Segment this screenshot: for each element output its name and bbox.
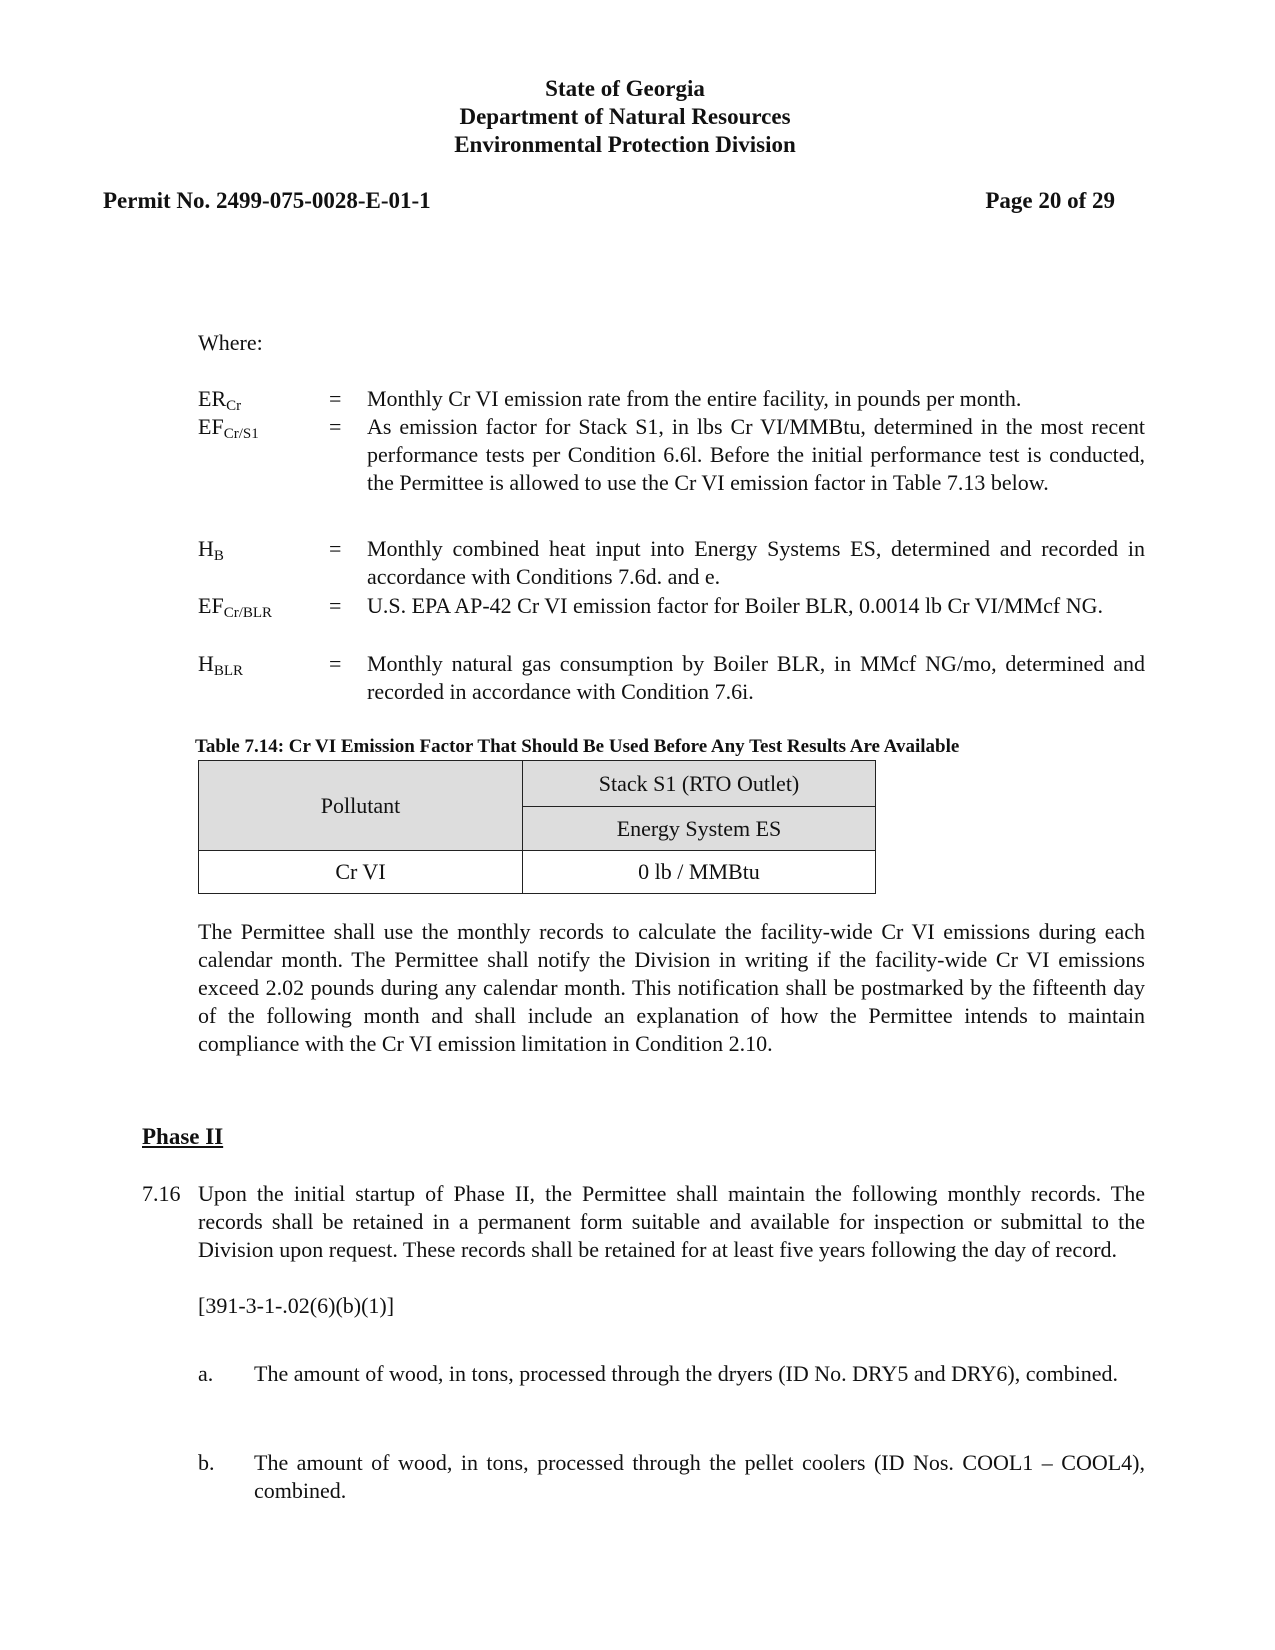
table-cell-pollutant: Cr VI [199, 851, 523, 894]
agency-division: Environmental Protection Division [454, 132, 796, 157]
variable-definition: U.S. EPA AP-42 Cr VI emission factor for Boiler BLR, 0.0014 lb Cr VI/MMcf NG. [367, 593, 1103, 618]
variable-definition: Monthly Cr VI emission rate from the entire facility, in pounds per month. [367, 386, 1022, 411]
variable-definition: Monthly natural gas consumption by Boiler BLR, in MMcf NG/mo, determined and recorded in accordance with Condition 7.6i. [367, 651, 1145, 704]
equals-sign: = [329, 414, 342, 439]
variable-name [198, 592, 272, 620]
permit-number: Permit No. 2499-075-0028-E-01-1 [103, 188, 431, 213]
list-item-letter: b. [198, 1450, 215, 1475]
emission-factor-table [198, 760, 876, 894]
variable-base: EF [198, 593, 224, 618]
variable-subscript: Cr/S1 [223, 426, 259, 442]
table-header-stack: Stack S1 (RTO Outlet) [523, 761, 876, 807]
variable-base: EF [198, 414, 224, 439]
variable-base: ER [198, 386, 227, 411]
variable-name [198, 385, 241, 413]
variable-subscript: B [213, 548, 224, 564]
table-header-pollutant: Pollutant [199, 761, 523, 851]
variable-base: H [198, 536, 214, 561]
equals-sign: = [329, 536, 342, 561]
section-heading: Phase II [142, 1124, 224, 1149]
condition-number: 7.16 [142, 1181, 181, 1206]
equals-sign: = [329, 593, 342, 618]
variable-name [198, 535, 224, 563]
variable-subscript: Cr [226, 398, 242, 414]
equals-sign: = [329, 651, 342, 676]
where-label: Where: [198, 330, 263, 355]
variable-definition: Monthly combined heat input into Energy Systems ES, determined and recorded in accordance with Conditions 7.6d. and e. [367, 536, 1145, 589]
variable-subscript: BLR [213, 663, 244, 679]
variable-definition: As emission factor for Stack S1, in lbs Cr VI/MMBtu, determined in the most recent performance tests per Condition 6.6l. Before the initial performance test is conducted, the Permittee is allowed to use the Cr VI emission factor in Table 7.13 below. [367, 414, 1145, 495]
regulation-citation: [391-3-1-.02(6)(b)(1)] [198, 1293, 395, 1318]
list-item-text: The amount of wood, in tons, processed through the dryers (ID No. DRY5 and DRY6), combined. [254, 1361, 1118, 1386]
list-item-letter: a. [198, 1361, 214, 1386]
agency-state: State of Georgia [545, 76, 705, 101]
condition-text: Upon the initial startup of Phase II, the Permittee shall maintain the following monthly records. The records shall be retained in a permanent form suitable and available for inspection or submittal to the Division upon request. These records shall be retained for at least five years following the day of record. [198, 1181, 1145, 1262]
body-paragraph: The Permittee shall use the monthly records to calculate the facility-wide Cr VI emissions during each calendar month. The Permittee shall notify the Division in writing if the facility-wide Cr VI emissions exceed 2.02 pounds during any calendar month. This notification shall be postmarked by the fifteenth day of the following month and shall include an explanation of how the Permittee intends to maintain compliance with the Cr VI emission limitation in Condition 2.10. [198, 919, 1145, 1056]
equals-sign: = [329, 386, 342, 411]
variable-name [198, 650, 243, 678]
variable-subscript: Cr/BLR [223, 605, 273, 621]
agency-department: Department of Natural Resources [459, 104, 791, 129]
variable-base: H [198, 651, 214, 676]
table-cell-value: 0 lb / MMBtu [523, 851, 876, 894]
table-caption: Table 7.14: Cr VI Emission Factor That Should Be Used Before Any Test Results Are Available [195, 736, 960, 757]
list-item-text: The amount of wood, in tons, processed through the pellet coolers (ID Nos. COOL1 – COOL4), combined. [254, 1450, 1145, 1503]
variable-name [198, 413, 259, 441]
table-header-system: Energy System ES [523, 807, 876, 851]
page-number: Page 20 of 29 [985, 188, 1115, 213]
